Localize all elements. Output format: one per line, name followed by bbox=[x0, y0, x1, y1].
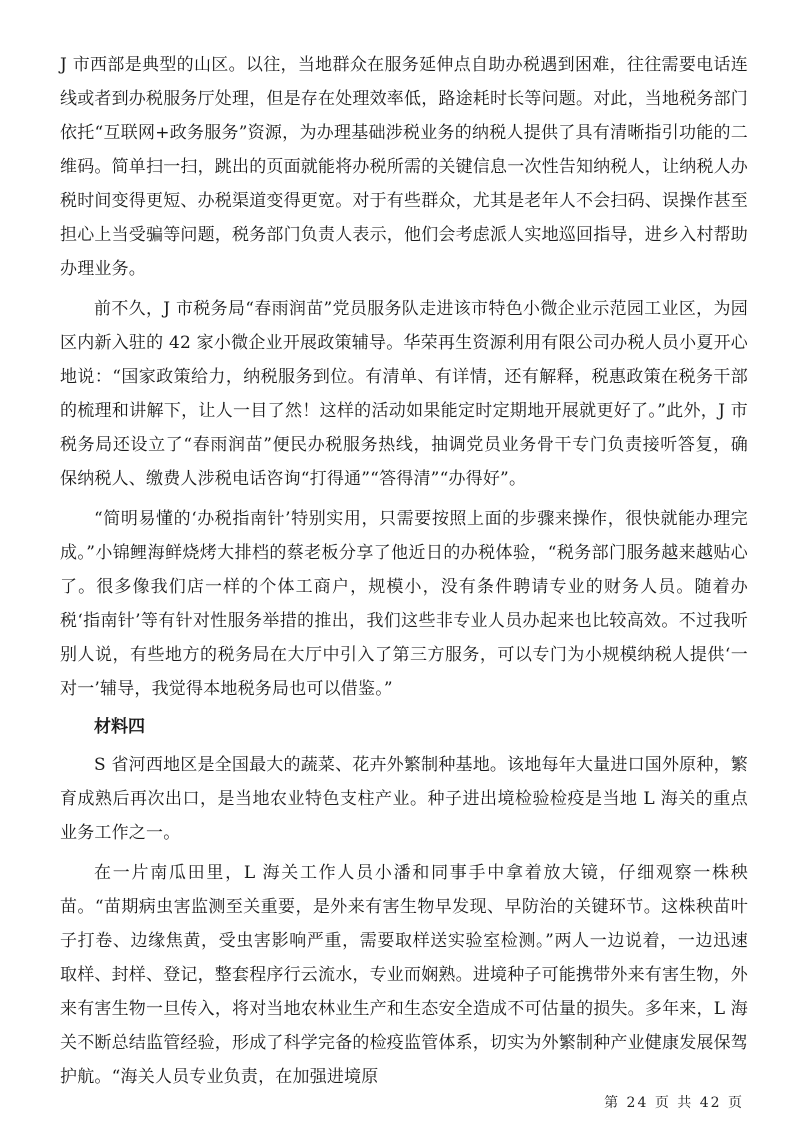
paragraph-2: 前不久，J 市税务局“春雨润苗”党员服务队走进该市特色小微企业示范园工业区，为园区内新入驻的 42 家小微企业开展政策辅导。华荣再生资源利用有限公司办税人员小夏开心地说：“国家政策给力，纳税服务到位。有清单、有详情，还有解释，税惠政策在税务干部的梳理和讲解下，让人一目了然！这样的活动如果能定时定期地开展就更好了。”此外，J 市税务局还设立了“春雨润苗”便民办税服务热线，抽调党员业务骨干专门负责接听答复，确保纳税人、缴费人涉税电话咨询“打得通”“答得清”“办得好”。 bbox=[60, 299, 748, 489]
paragraph-5: 在一片南瓜田里，L 海关工作人员小潘和同事手中拿着放大镜，仔细观察一株秧苗。“苗期病虫害监测至关重要，是外来有害生物早发现、早防治的关键环节。这株秧苗叶子打卷、边缘焦黄，受虫害影响严重，需要取样送实验室检测。”两人一边说着，一边迅速取样、封样、登记，整套程序行云流水，专业而娴熟。进境种子可能携带外来有害生物，外来有害生物一旦传入，将对当地农林业生产和生态安全造成不可估量的损失。多年来，L 海关不断总结监管经验，形成了科学完备的检疫监管体系，切实为外繁制种产业健康发展保驾护航。“海关人员专业负责，在加强进境原 bbox=[60, 863, 748, 1087]
document-body bbox=[60, 48, 748, 1094]
paragraph-3: “简明易懂的‘办税指南针’特别实用，只需要按照上面的步骤来操作，很快就能办理完成。”小锦鲤海鲜烧烤大排档的蔡老板分享了他近日的办税体验，“税务部门服务越来越贴心了。很多像我们店一样的个体工商户，规模小，没有条件聘请专业的财务人员。随着办税‘指南针’等有针对性服务举措的推出，我们这些非专业人员办起来也比较高效。不过我听别人说，有些地方的税务局在大厅中引入了第三方服务，可以专门为小规模纳税人提供‘一对一’辅导，我觉得本地税务局也可以借鉴。” bbox=[60, 509, 748, 699]
section-heading: 材料四 bbox=[94, 717, 145, 737]
paragraph-1: J 市西部是典型的山区。以往，当地群众在服务延伸点自助办税遇到困难，往往需要电话连线或者到办税服务厅处理，但是存在处理效率低，路途耗时长等问题。对此，当地税务部门依托“互联网+政务服务”资源，为办理基础涉税业务的纳税人提供了具有清晰指引功能的二维码。简单扫一扫，跳出的页面就能将办税所需的关键信息一次性告知纳税人，让纳税人办税时间变得更短、办税渠道变得更宽。对于有些群众，尤其是老年人不会扫码、误操作甚至担心上当受骗等问题，税务部门负责人表示，他们会考虑派人实地巡回指导，进乡入村帮助办理业务。 bbox=[60, 55, 748, 279]
paragraph-4: S 省河西地区是全国最大的蔬菜、花卉外繁制种基地。该地每年大量进口国外原种，繁育成熟后再次出口，是当地农业特色支柱产业。种子进出境检验检疫是当地 L 海关的重点业务工作之一。 bbox=[60, 755, 748, 843]
page-number-footer: 第 24 页 共 42 页 bbox=[604, 1095, 744, 1111]
